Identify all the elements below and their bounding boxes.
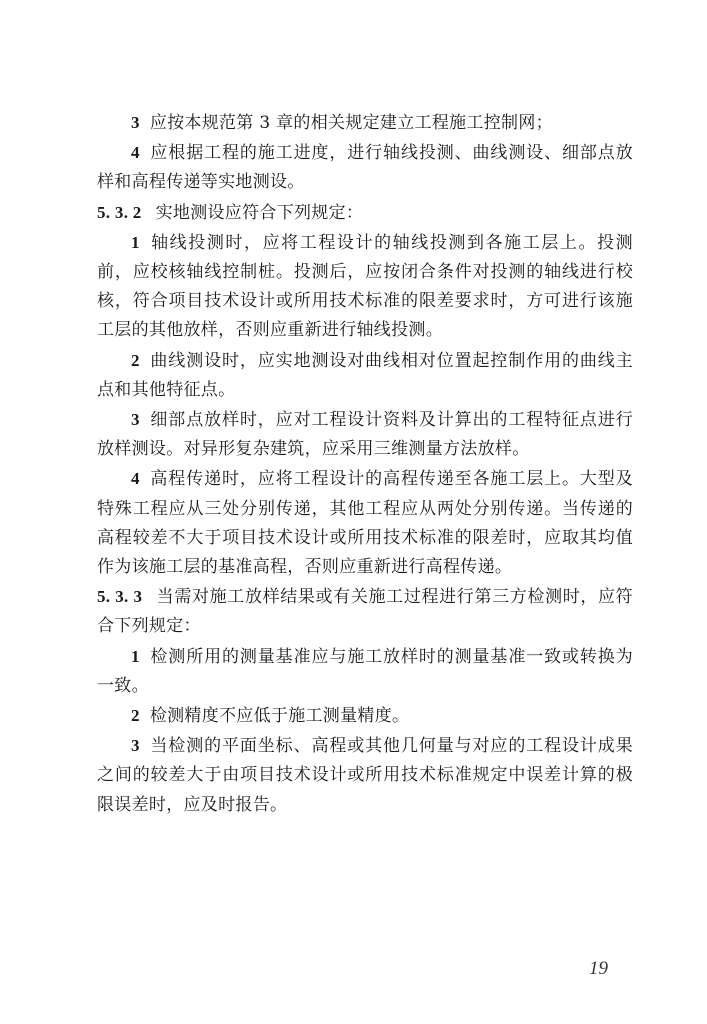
item-text: 轴线投测时，应将工程设计的轴线投测到各施工层上。投测前，应校核轴线控制桩。投测后，应按闭合条件对投测的轴线进行校核，符合项目技术设计或所用技术标准的限差要求时，方可进行该施工层的其他放样，否则应重新进行轴线投测。 [97, 232, 633, 341]
clause-item [97, 228, 633, 346]
item-number: 3 [131, 113, 140, 132]
clause-item [97, 642, 633, 701]
section-text: 当需对施工放样结果或有关施工过程进行第三方检测时，应符合下列规定： [97, 587, 633, 637]
item-text: 应根据工程的施工进度，进行轴线投测、曲线测设、细部点放样和高程传递等实地测设。 [97, 143, 633, 193]
item-text: 应按本规范第 3 章的相关规定建立工程施工控制网； [149, 113, 553, 133]
item-text: 细部点放样时，应对工程设计资料及计算出的工程特征点进行放样测设。对异形复杂建筑，应采用三维测量方法放样。 [97, 410, 633, 460]
page-number: 19 [589, 958, 608, 979]
clause-item [97, 346, 633, 405]
section-clause [97, 198, 633, 228]
item-text: 曲线测设时，应实地测设对曲线相对位置起控制作用的曲线主点和其他特征点。 [97, 350, 633, 400]
clause-item [97, 138, 633, 197]
item-text: 当检测的平面坐标、高程或其他几何量与对应的工程设计成果之间的较差大于由项目技术设计或所用技术标准规定中误差计算的极限误差时，应及时报告。 [97, 736, 633, 815]
item-text: 高程传递时，应将工程设计的高程传递至各施工层上。大型及特殊工程应从三处分别传递，其他工程应从两处分别传递。当传递的高程较差不大于项目技术设计或所用技术标准的限差时，应取其均值作为该施工层的基准高程，否则应重新进行高程传递。 [97, 469, 633, 578]
section-text: 实地测设应符合下列规定： [155, 202, 364, 223]
item-text: 检测所用的测量基准应与施工放样时的测量基准一致或转换为一致。 [97, 646, 633, 696]
item-number: 3 [131, 736, 140, 756]
item-text: 检测精度不应低于施工测量精度。 [149, 706, 410, 727]
clause-item [97, 108, 633, 138]
section-number: 5. 3. 3 [97, 587, 143, 607]
item-number: 3 [131, 410, 140, 430]
page-body [97, 108, 633, 820]
clause-item [97, 701, 633, 731]
item-number: 4 [131, 143, 140, 163]
item-number: 2 [131, 706, 140, 726]
item-number: 4 [131, 469, 140, 489]
item-number: 1 [131, 646, 140, 666]
item-number: 1 [131, 232, 140, 252]
clause-item [97, 464, 633, 582]
clause-item [97, 405, 633, 464]
clause-item [97, 731, 633, 820]
section-clause [97, 582, 633, 641]
section-number: 5. 3. 2 [97, 202, 142, 222]
item-number: 2 [131, 350, 140, 370]
